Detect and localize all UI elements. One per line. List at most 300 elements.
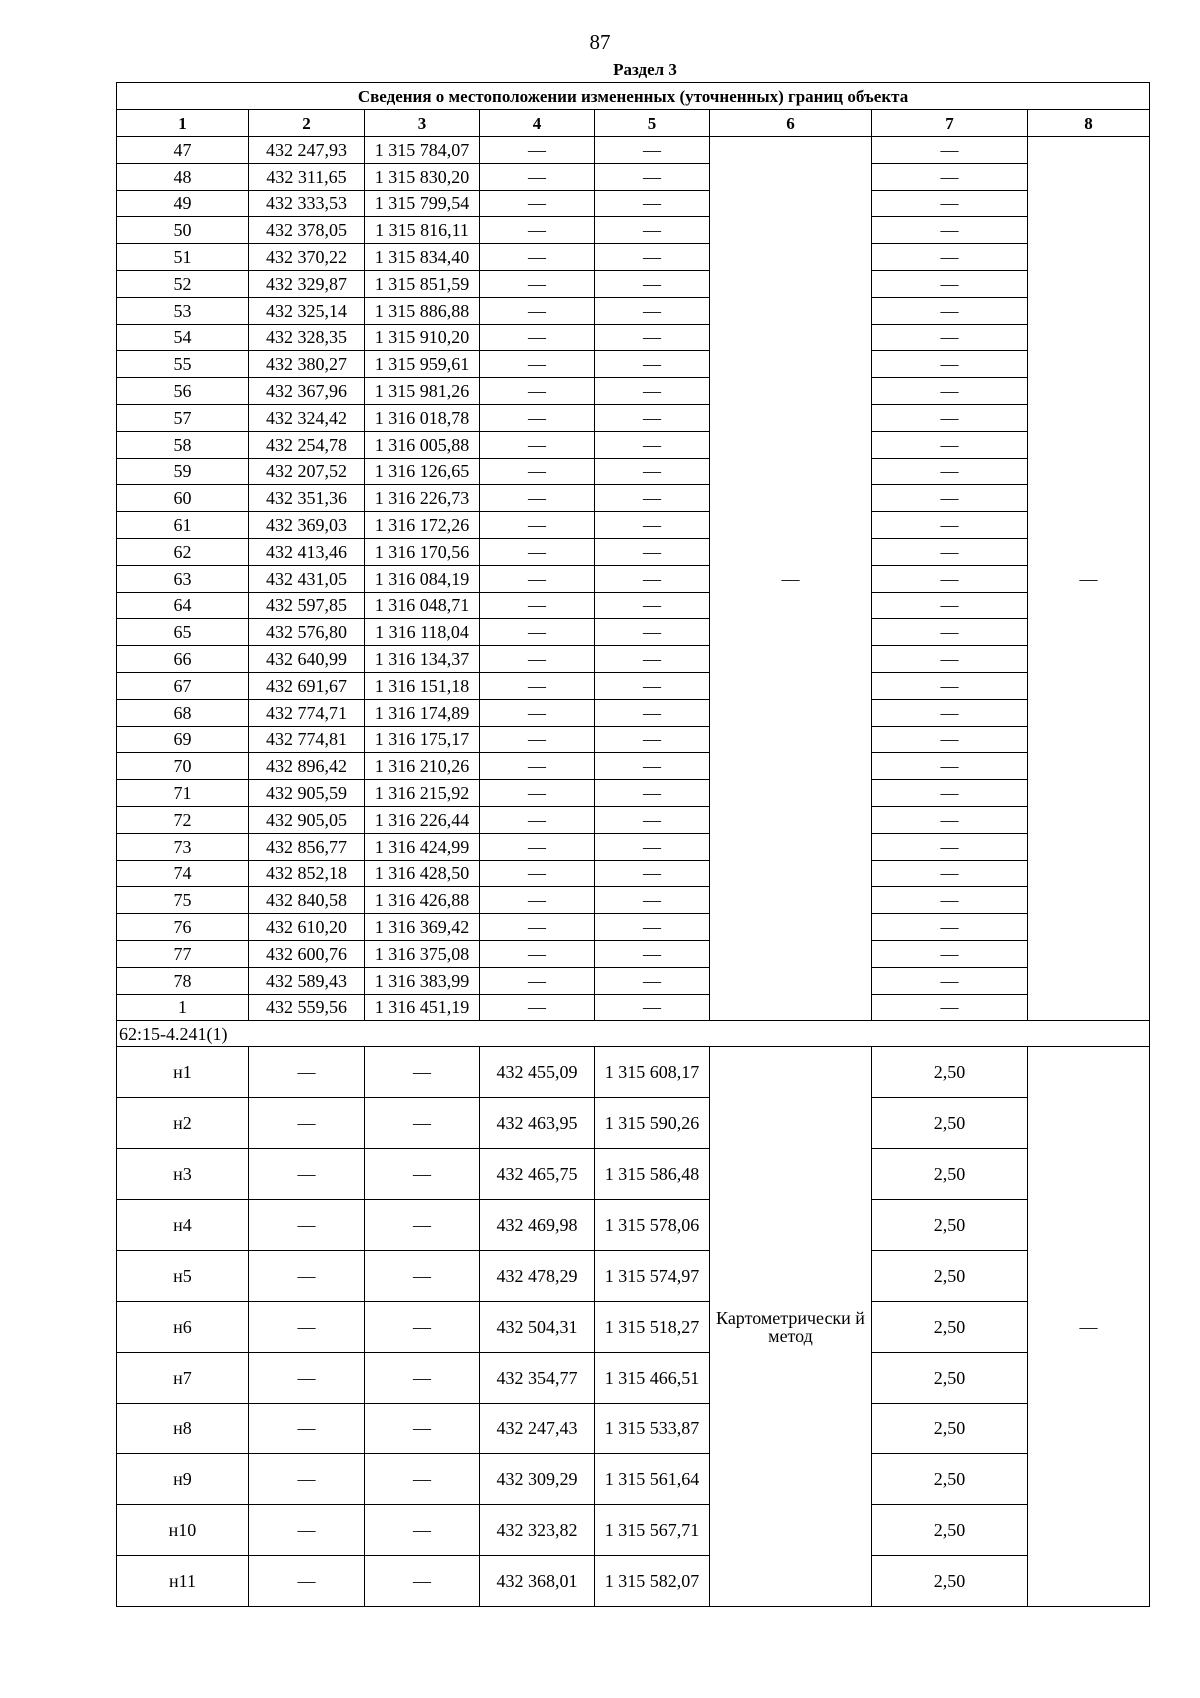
table-cell-col3: 1 316 226,44 <box>365 806 480 833</box>
table-cell-col1: 52 <box>117 270 249 297</box>
table-row <box>117 244 1150 271</box>
table-cell-col7: 2,50 <box>872 1505 1028 1556</box>
table-cell-col1: 56 <box>117 378 249 405</box>
column-header-6: 6 <box>710 110 872 137</box>
table-cell-col2: 432 247,93 <box>249 137 365 164</box>
merged-cell-method: Картометрически й метод <box>710 1047 872 1607</box>
table-cell-col3: — <box>365 1047 480 1098</box>
table-cell-col4: 432 465,75 <box>480 1149 595 1200</box>
column-header-row <box>117 110 1150 137</box>
table-cell-col5: — <box>595 887 710 914</box>
table-cell-col2: 432 774,81 <box>249 726 365 753</box>
table-cell-col4: — <box>480 324 595 351</box>
table-cell-col4: — <box>480 860 595 887</box>
table-cell-col5: 1 315 574,97 <box>595 1250 710 1301</box>
table-cell-col1: н3 <box>117 1149 249 1200</box>
table-cell-col7: 2,50 <box>872 1149 1028 1200</box>
table-cell-col3: 1 316 426,88 <box>365 887 480 914</box>
table-row <box>117 324 1150 351</box>
table-cell-col2: 432 559,56 <box>249 994 365 1021</box>
table-cell-col4: 432 323,82 <box>480 1505 595 1556</box>
table-cell-col2: 432 856,77 <box>249 833 365 860</box>
table-cell-col1: н4 <box>117 1199 249 1250</box>
table-cell-col1: 55 <box>117 351 249 378</box>
table-row <box>117 940 1150 967</box>
table-row <box>117 270 1150 297</box>
table-cell-col2: — <box>249 1556 365 1607</box>
table-cell-col4: — <box>480 806 595 833</box>
table-row <box>117 378 1150 405</box>
table-cell-col2: 432 600,76 <box>249 940 365 967</box>
table-row <box>117 1199 1150 1250</box>
table-cell-col7: — <box>872 565 1028 592</box>
table-row <box>117 1098 1150 1149</box>
table-cell-col5: 1 315 561,64 <box>595 1454 710 1505</box>
table-row <box>117 538 1150 565</box>
table-cell-col3: 1 316 048,71 <box>365 592 480 619</box>
table-cell-col5: — <box>595 833 710 860</box>
table-cell-col5: 1 315 578,06 <box>595 1199 710 1250</box>
table-cell-col3: — <box>365 1301 480 1352</box>
table-cell-col5: — <box>595 431 710 458</box>
table-cell-col4: — <box>480 378 595 405</box>
table-cell-col3: — <box>365 1454 480 1505</box>
table-cell-col2: — <box>249 1149 365 1200</box>
table-cell-col4: — <box>480 699 595 726</box>
table-cell-col3: — <box>365 1199 480 1250</box>
table-cell-col4: 432 368,01 <box>480 1556 595 1607</box>
table-cell-col4: — <box>480 458 595 485</box>
table-cell-col2: 432 369,03 <box>249 512 365 539</box>
table-cell-col7: — <box>872 940 1028 967</box>
table-cell-col4: — <box>480 404 595 431</box>
table-row <box>117 753 1150 780</box>
table-cell-col1: н8 <box>117 1403 249 1454</box>
table-cell-col1: 77 <box>117 940 249 967</box>
table-cell-col1: 59 <box>117 458 249 485</box>
table-row <box>117 806 1150 833</box>
table-cell-col7: — <box>872 378 1028 405</box>
table-cell-col5: — <box>595 351 710 378</box>
table-cell-col7: — <box>872 458 1028 485</box>
table-cell-col4: — <box>480 994 595 1021</box>
table-cell-col1: н7 <box>117 1352 249 1403</box>
table-cell-col5: — <box>595 538 710 565</box>
table-cell-col4: 432 309,29 <box>480 1454 595 1505</box>
table-cell-col2: 432 896,42 <box>249 753 365 780</box>
table-row <box>117 780 1150 807</box>
table-cell-col1: 62 <box>117 538 249 565</box>
table-row <box>117 833 1150 860</box>
table-cell-col3: — <box>365 1403 480 1454</box>
table-cell-col3: — <box>365 1505 480 1556</box>
table-cell-col5: — <box>595 967 710 994</box>
table-cell-col4: — <box>480 833 595 860</box>
table-cell-col1: н5 <box>117 1250 249 1301</box>
table-row <box>117 431 1150 458</box>
table-cell-col3: — <box>365 1352 480 1403</box>
table-cell-col1: 61 <box>117 512 249 539</box>
merged-cell-col6: — <box>710 137 872 1021</box>
table-row <box>117 1454 1150 1505</box>
table-cell-col3: 1 315 910,20 <box>365 324 480 351</box>
table-cell-col5: 1 315 590,26 <box>595 1098 710 1149</box>
table-row <box>117 1149 1150 1200</box>
table-row <box>117 699 1150 726</box>
table-cell-col7: 2,50 <box>872 1403 1028 1454</box>
table-cell-col4: — <box>480 753 595 780</box>
table-cell-col1: н11 <box>117 1556 249 1607</box>
table-cell-col2: 432 610,20 <box>249 914 365 941</box>
table-cell-col4: — <box>480 217 595 244</box>
table-cell-col4: — <box>480 592 595 619</box>
table-cell-col4: — <box>480 887 595 914</box>
table-body <box>117 83 1150 1607</box>
table-cell-col5: — <box>595 163 710 190</box>
table-cell-col4: — <box>480 780 595 807</box>
column-header-8: 8 <box>1028 110 1150 137</box>
table-cell-col2: — <box>249 1301 365 1352</box>
table-cell-col5: — <box>595 860 710 887</box>
table-cell-col3: 1 316 126,65 <box>365 458 480 485</box>
table-cell-col4: — <box>480 538 595 565</box>
table-cell-col2: 432 333,53 <box>249 190 365 217</box>
table-row <box>117 592 1150 619</box>
table-cell-col3: 1 316 151,18 <box>365 672 480 699</box>
table-row <box>117 1403 1150 1454</box>
table-cell-col1: 49 <box>117 190 249 217</box>
table-cell-col3: 1 315 834,40 <box>365 244 480 271</box>
table-cell-col4: 432 504,31 <box>480 1301 595 1352</box>
table-cell-col3: 1 316 369,42 <box>365 914 480 941</box>
table-cell-col7: — <box>872 351 1028 378</box>
table-cell-col1: 64 <box>117 592 249 619</box>
table-row <box>117 887 1150 914</box>
table-cell-col7: — <box>872 592 1028 619</box>
section-title: Раздел 3 <box>613 60 677 79</box>
table-cell-col3: 1 316 134,37 <box>365 646 480 673</box>
table-cell-col4: 432 478,29 <box>480 1250 595 1301</box>
table-cell-col3: 1 315 816,11 <box>365 217 480 244</box>
table-cell-col5: 1 315 466,51 <box>595 1352 710 1403</box>
table-cell-col5: — <box>595 940 710 967</box>
table-cell-col2: 432 254,78 <box>249 431 365 458</box>
table-cell-col7: — <box>872 485 1028 512</box>
table-cell-col3: 1 316 018,78 <box>365 404 480 431</box>
table-cell-col3: 1 315 799,54 <box>365 190 480 217</box>
table-cell-col2: 432 691,67 <box>249 672 365 699</box>
table-row <box>117 404 1150 431</box>
table-cell-col1: 50 <box>117 217 249 244</box>
table-row <box>117 994 1150 1021</box>
table-cell-col2: 432 852,18 <box>249 860 365 887</box>
table-cell-col3: 1 316 226,73 <box>365 485 480 512</box>
table-cell-col5: — <box>595 485 710 512</box>
table-row <box>117 646 1150 673</box>
table-cell-col7: 2,50 <box>872 1454 1028 1505</box>
table-cell-col1: 51 <box>117 244 249 271</box>
table-cell-col7: — <box>872 887 1028 914</box>
table-row <box>117 967 1150 994</box>
table-cell-col3: 1 315 830,20 <box>365 163 480 190</box>
page-number: 87 <box>589 30 611 54</box>
table-cell-col7: 2,50 <box>872 1301 1028 1352</box>
table-cell-col5: — <box>595 753 710 780</box>
table-cell-col1: 68 <box>117 699 249 726</box>
table-cell-col4: — <box>480 137 595 164</box>
table-cell-col1: 57 <box>117 404 249 431</box>
table-cell-col5: — <box>595 297 710 324</box>
table-cell-col5: — <box>595 190 710 217</box>
column-header-4: 4 <box>480 110 595 137</box>
table-cell-col1: 69 <box>117 726 249 753</box>
table-cell-col4: 432 469,98 <box>480 1199 595 1250</box>
table-cell-col4: — <box>480 619 595 646</box>
table-cell-col1: 78 <box>117 967 249 994</box>
table-cell-col7: — <box>872 619 1028 646</box>
table-cell-col4: — <box>480 190 595 217</box>
table-cell-col4: — <box>480 244 595 271</box>
table-cell-col7: — <box>872 806 1028 833</box>
table-row <box>117 512 1150 539</box>
table-cell-col7: — <box>872 860 1028 887</box>
table-row <box>117 860 1150 887</box>
table-row <box>117 565 1150 592</box>
table-cell-col3: — <box>365 1250 480 1301</box>
table-cell-col5: — <box>595 217 710 244</box>
table-cell-col7: — <box>872 190 1028 217</box>
table-cell-col2: 432 589,43 <box>249 967 365 994</box>
table-cell-col7: 2,50 <box>872 1556 1028 1607</box>
table-cell-col7: — <box>872 780 1028 807</box>
table-row <box>117 137 1150 164</box>
table-cell-col1: 65 <box>117 619 249 646</box>
table-cell-col2: 432 431,05 <box>249 565 365 592</box>
table-cell-col1: н2 <box>117 1098 249 1149</box>
table-cell-col1: 71 <box>117 780 249 807</box>
table-cell-col1: 54 <box>117 324 249 351</box>
table-cell-col5: — <box>595 512 710 539</box>
table-cell-col3: 1 316 174,89 <box>365 699 480 726</box>
table-cell-col5: 1 315 533,87 <box>595 1403 710 1454</box>
table-cell-col2: 432 328,35 <box>249 324 365 351</box>
table-cell-col2: — <box>249 1250 365 1301</box>
table-cell-col5: — <box>595 270 710 297</box>
table-cell-col3: — <box>365 1098 480 1149</box>
table-cell-col7: — <box>872 538 1028 565</box>
table-cell-col2: 432 380,27 <box>249 351 365 378</box>
table-cell-col2: 432 367,96 <box>249 378 365 405</box>
table-cell-col5: — <box>595 914 710 941</box>
table-row <box>117 1352 1150 1403</box>
table-cell-col1: 47 <box>117 137 249 164</box>
table-cell-col7: — <box>872 672 1028 699</box>
table-cell-col7: — <box>872 646 1028 673</box>
table-cell-col5: — <box>595 404 710 431</box>
table-cell-col2: — <box>249 1199 365 1250</box>
table-row <box>117 1047 1150 1098</box>
table-cell-col5: — <box>595 378 710 405</box>
table-cell-col1: 1 <box>117 994 249 1021</box>
table-cell-col2: 432 324,42 <box>249 404 365 431</box>
table-cell-col1: 66 <box>117 646 249 673</box>
column-header-7: 7 <box>872 110 1028 137</box>
table-cell-col4: — <box>480 646 595 673</box>
table-cell-col1: н6 <box>117 1301 249 1352</box>
table-cell-col1: 63 <box>117 565 249 592</box>
table-row <box>117 726 1150 753</box>
table-row <box>117 619 1150 646</box>
table-cell-col5: — <box>595 780 710 807</box>
table-cell-col5: — <box>595 244 710 271</box>
table-cell-col3: 1 316 451,19 <box>365 994 480 1021</box>
table-cell-col5: — <box>595 806 710 833</box>
table-cell-col7: — <box>872 994 1028 1021</box>
table-cell-col3: 1 316 084,19 <box>365 565 480 592</box>
table-cell-col4: — <box>480 485 595 512</box>
table-cell-col7: 2,50 <box>872 1352 1028 1403</box>
table-cell-col3: 1 315 981,26 <box>365 378 480 405</box>
table-cell-col3: 1 315 851,59 <box>365 270 480 297</box>
table-cell-col3: 1 316 383,99 <box>365 967 480 994</box>
table-cell-col4: 432 463,95 <box>480 1098 595 1149</box>
table-row <box>117 1301 1150 1352</box>
table-cell-col4: — <box>480 512 595 539</box>
table-cell-col1: 53 <box>117 297 249 324</box>
table-cell-col7: — <box>872 270 1028 297</box>
table-cell-col3: 1 316 210,26 <box>365 753 480 780</box>
table-cell-col2: 432 325,14 <box>249 297 365 324</box>
table-cell-col5: 1 315 608,17 <box>595 1047 710 1098</box>
table-row <box>117 217 1150 244</box>
table-cell-col5: — <box>595 565 710 592</box>
table-cell-col4: — <box>480 163 595 190</box>
table-cell-col2: 432 905,05 <box>249 806 365 833</box>
table-cell-col2: 432 774,71 <box>249 699 365 726</box>
table-row <box>117 485 1150 512</box>
table-cell-col2: 432 329,87 <box>249 270 365 297</box>
table-cell-col3: 1 316 215,92 <box>365 780 480 807</box>
table-cell-col2: — <box>249 1403 365 1454</box>
table-row <box>117 672 1150 699</box>
table-cell-col3: — <box>365 1556 480 1607</box>
table-cell-col4: — <box>480 565 595 592</box>
table-cell-col7: — <box>872 833 1028 860</box>
table-cell-col1: 75 <box>117 887 249 914</box>
subsection-label: 62:15-4.241(1) <box>117 1021 1150 1047</box>
table-cell-col2: 432 413,46 <box>249 538 365 565</box>
table-cell-col3: 1 315 959,61 <box>365 351 480 378</box>
table-cell-col5: — <box>595 619 710 646</box>
table-cell-col3: 1 316 005,88 <box>365 431 480 458</box>
table-cell-col4: — <box>480 672 595 699</box>
table-caption-row <box>117 83 1150 110</box>
table-cell-col5: — <box>595 699 710 726</box>
table-cell-col7: — <box>872 914 1028 941</box>
table-cell-col2: 432 351,36 <box>249 485 365 512</box>
table-cell-col7: 2,50 <box>872 1199 1028 1250</box>
table-cell-col3: 1 316 170,56 <box>365 538 480 565</box>
table-cell-col1: 48 <box>117 163 249 190</box>
table-cell-col7: — <box>872 512 1028 539</box>
table-cell-col7: 2,50 <box>872 1047 1028 1098</box>
table-cell-col5: — <box>595 646 710 673</box>
table-cell-col2: 432 840,58 <box>249 887 365 914</box>
table-cell-col4: 432 247,43 <box>480 1403 595 1454</box>
table-cell-col5: 1 315 586,48 <box>595 1149 710 1200</box>
table-cell-col1: 67 <box>117 672 249 699</box>
table-cell-col7: — <box>872 404 1028 431</box>
table-cell-col1: н10 <box>117 1505 249 1556</box>
table-cell-col7: — <box>872 163 1028 190</box>
table-cell-col4: 432 354,77 <box>480 1352 595 1403</box>
table-cell-col7: — <box>872 297 1028 324</box>
table-cell-col2: 432 597,85 <box>249 592 365 619</box>
table-cell-col4: — <box>480 967 595 994</box>
table-cell-col3: 1 316 428,50 <box>365 860 480 887</box>
table-cell-col7: — <box>872 244 1028 271</box>
table-cell-col4: — <box>480 351 595 378</box>
table-row <box>117 190 1150 217</box>
table-cell-col2: 432 311,65 <box>249 163 365 190</box>
table-cell-col1: 73 <box>117 833 249 860</box>
table-row <box>117 1556 1150 1607</box>
table-cell-col2: — <box>249 1454 365 1505</box>
table-cell-col7: — <box>872 967 1028 994</box>
table-cell-col4: — <box>480 914 595 941</box>
table-cell-col5: 1 315 582,07 <box>595 1556 710 1607</box>
table-cell-col2: — <box>249 1505 365 1556</box>
table-cell-col4: 432 455,09 <box>480 1047 595 1098</box>
table-cell-col7: — <box>872 753 1028 780</box>
table-cell-col7: — <box>872 431 1028 458</box>
table-row <box>117 163 1150 190</box>
table-cell-col2: — <box>249 1047 365 1098</box>
column-header-2: 2 <box>249 110 365 137</box>
merged-cell-col8: — <box>1028 137 1150 1021</box>
table-cell-col3: 1 316 172,26 <box>365 512 480 539</box>
table-cell-col7: — <box>872 324 1028 351</box>
table-cell-col1: н9 <box>117 1454 249 1505</box>
table-cell-col1: 76 <box>117 914 249 941</box>
subsection-row <box>117 1021 1150 1047</box>
table-cell-col5: 1 315 518,27 <box>595 1301 710 1352</box>
table-cell-col5: — <box>595 458 710 485</box>
table-cell-col5: — <box>595 324 710 351</box>
table-cell-col2: 432 905,59 <box>249 780 365 807</box>
table-cell-col1: н1 <box>117 1047 249 1098</box>
table-row <box>117 458 1150 485</box>
column-header-5: 5 <box>595 110 710 137</box>
table-cell-col2: 432 576,80 <box>249 619 365 646</box>
table-cell-col3: 1 316 424,99 <box>365 833 480 860</box>
table-cell-col1: 72 <box>117 806 249 833</box>
table-cell-col5: — <box>595 137 710 164</box>
table-cell-col1: 58 <box>117 431 249 458</box>
table-cell-col2: — <box>249 1352 365 1403</box>
table-cell-col4: — <box>480 270 595 297</box>
column-header-3: 3 <box>365 110 480 137</box>
table-cell-col1: 70 <box>117 753 249 780</box>
table-cell-col4: — <box>480 940 595 967</box>
table-cell-col7: — <box>872 217 1028 244</box>
table-cell-col7: — <box>872 699 1028 726</box>
table-cell-col4: — <box>480 431 595 458</box>
table-cell-col5: — <box>595 726 710 753</box>
table-cell-col7: — <box>872 726 1028 753</box>
table-cell-col1: 74 <box>117 860 249 887</box>
table-row <box>117 297 1150 324</box>
